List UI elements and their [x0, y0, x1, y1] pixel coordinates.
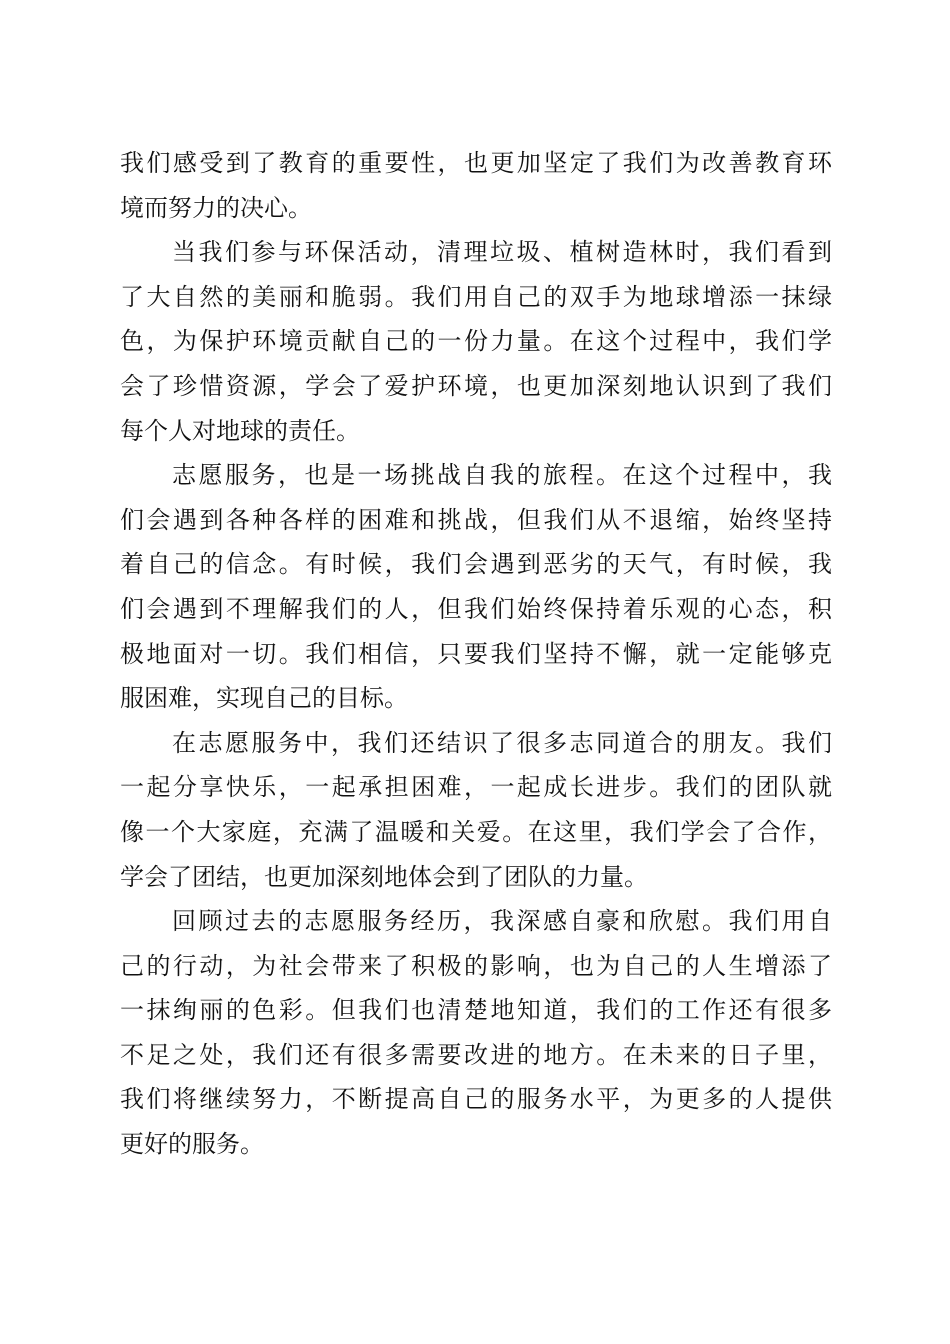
text-line: 一抹绚丽的色彩。但我们也清楚地知道，我们的工作还有很多: [120, 996, 832, 1025]
text-line: 我们将继续努力，不断提高自己的服务水平，为更多的人提供: [120, 1085, 832, 1114]
paragraph: [120, 721, 832, 899]
text-line: 在志愿服务中，我们还结识了很多志同道合的朋友。我们: [172, 728, 832, 757]
text-line: 回顾过去的志愿服务经历，我深感自豪和欣慰。我们用自: [172, 907, 832, 936]
text-line: 色，为保护环境贡献自己的一份力量。在这个过程中，我们学: [120, 327, 832, 356]
paragraph: [120, 453, 832, 721]
text-line: 更好的服务。: [120, 1130, 264, 1159]
text-line: 每个人对地球的责任。: [120, 416, 360, 445]
text-line: 极地面对一切。我们相信，只要我们坚持不懈，就一定能够克: [120, 639, 832, 668]
text-line: 了大自然的美丽和脆弱。我们用自己的双手为地球增添一抹绿: [120, 282, 832, 311]
text-line: 当我们参与环保活动，清理垃圾、植树造林时，我们看到: [172, 238, 832, 267]
text-line: 会了珍惜资源，学会了爱护环境，也更加深刻地认识到了我们: [120, 371, 832, 400]
text-line: 服困难，实现自己的目标。: [120, 684, 408, 713]
text-line: 一起分享快乐，一起承担困难，一起成长进步。我们的团队就: [120, 773, 832, 802]
text-line: 己的行动，为社会带来了积极的影响，也为自己的人生增添了: [120, 951, 832, 980]
text-line: 境而努力的决心。: [120, 193, 312, 222]
text-line: 像一个大家庭，充满了温暖和关爱。在这里，我们学会了合作，: [120, 817, 832, 846]
document-body: [120, 141, 832, 1167]
text-line: 我们感受到了教育的重要性，也更加坚定了我们为改善教育环: [120, 149, 832, 177]
paragraph: [120, 230, 832, 453]
text-line: 志愿服务，也是一场挑战自我的旅程。在这个过程中，我: [172, 461, 832, 490]
text-line: 们会遇到各种各样的困难和挑战，但我们从不退缩，始终坚持: [120, 505, 832, 534]
paragraph: [120, 899, 832, 1167]
paragraph: [120, 141, 832, 230]
text-line: 们会遇到不理解我们的人，但我们始终保持着乐观的心态，积: [120, 594, 832, 623]
text-line: 着自己的信念。有时候，我们会遇到恶劣的天气，有时候，我: [120, 550, 832, 579]
text-line: 不足之处，我们还有很多需要改进的地方。在未来的日子里，: [120, 1040, 832, 1069]
text-line: 学会了团结，也更加深刻地体会到了团队的力量。: [120, 862, 648, 891]
